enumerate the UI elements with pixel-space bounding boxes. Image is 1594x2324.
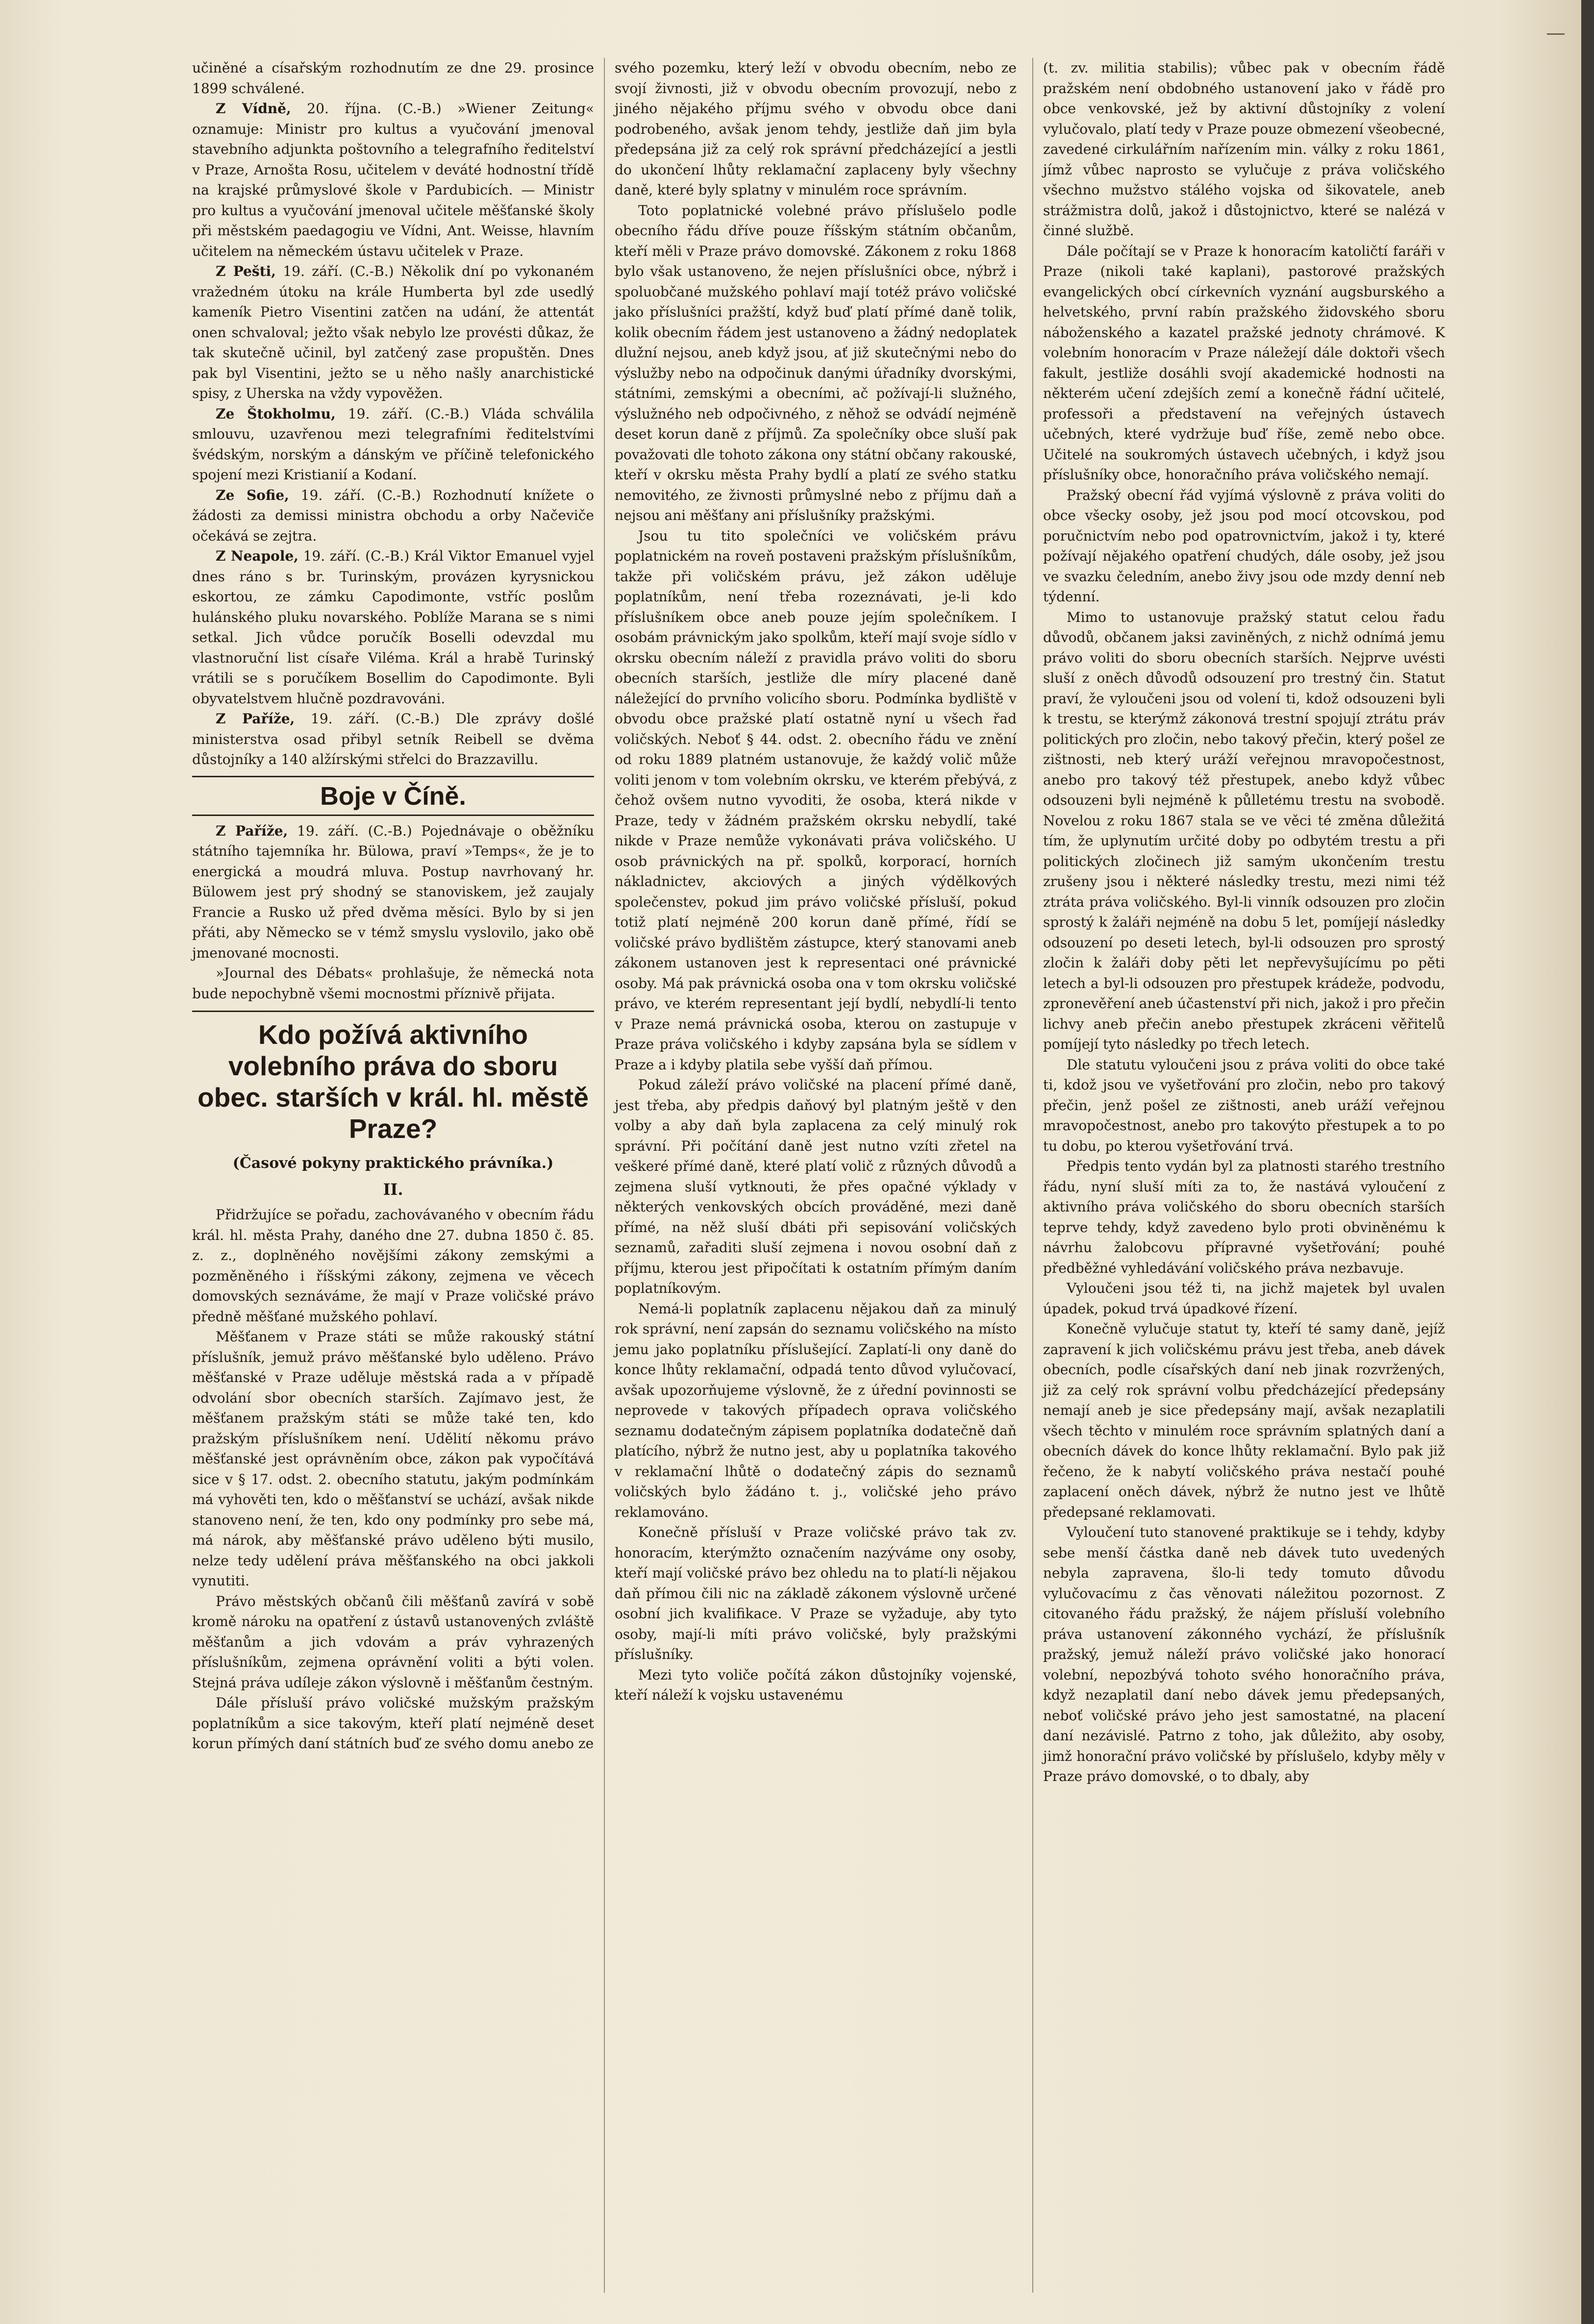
binding-edge	[1581, 0, 1594, 2324]
news-item	[192, 261, 594, 404]
paragraph: Dále přísluší právo voličské mužským pražským poplatníkům a sice takovým, kteří platí nejméně deset korun přímých daní státních buď ze svého domu anebo ze	[192, 1695, 594, 1752]
paragraph: Dále počítají se v Praze k honoracím katoličtí faráři v Praze (nikoli také kaplani), pastorové pražských evangelických obcí církevních vyznání augsburského a helvetského, první rabín pražského židovského sboru náboženského a kazatel pražské jednoty chrámové. K volebním honoracím v Praze náležejí dále doktoři všech fakult, jestliže dosáhli svojí akademické hodnosti na některém učení zdejších zemí a konečně řádní učitelé, professoři a představení na veřejných ústavech učebných, které vydržuje buď říše, země nebo obce. Učitelé na soukromých ústavech učebných, i když jsou příslušníky obce, honoračního práva voličského nemají.	[1043, 243, 1445, 483]
paragraph: svého pozemku, který leží v obvodu obecním, nebo ze svojí živnosti, již v obvodu obecním provozují, nebo z jiného nějakého příjmu svého v obvodu obce dani podrobeného, avšak jenom tehdy, jestliže daň jim byla předepsána již za celý rok správní předcházející a jestli do ukončení lhůty reklamační zaplaceny byly všechny daně, které byly splatny v minulém roce správním.	[615, 60, 1017, 198]
paragraph: 20. října. (C.-B.) »Wiener Zeitung« oznamuje: Ministr pro kultus a vyučování jmenoval stavebního adjunkta poštovního a telegrafního ředitelství v Praze, Arnošta Rosu, učitelem v deváté hodnostní třídě na krajské průmyslové škole v Pardubicích. — Ministr pro kultus a vyučování jmenoval učitele měšťanské školy při městském paedagogiu ve Vídni, Ant. Weisse, hlavním učitelem na německém ústavu učitelek v Praze.	[192, 100, 594, 259]
paragraph: 19. září. (C.-B.) Dle zprávy došlé ministerstva osad přibyl setník Reibell se dvěma důstojníky a 140 alžírskými střelci do Brazzavillu.	[192, 711, 595, 767]
paragraph: Měšťanem v Praze státi se může rakouský státní příslušník, jemuž právo měšťanské bylo uděleno. Právo měšťanské v Praze uděluje městská rada a v případě odvolání sbor obecních starších. Zajímavo jest, že měšťanem pražským státi se může také ten, kdo pražským příslušníkem není. Udělití někomu právo měšťanské jest oprávněním obce, zákon pak vypočítává sice v § 17. odst. 2. obecního statutu, jakým podmínkám má vyhověti ten, kdo o měšťanství se uchází, avšak nikde stanoveno není, že ten, kdo ony podmínky pro sebe má, má nárok, aby měšťanské právo uděleno býti musilo, nelze tedy udělení práva měšťanského na obci jakkoli vynutiti.	[192, 1329, 594, 1589]
column-3	[1043, 58, 1445, 1787]
news-item	[192, 821, 594, 964]
dateline: Z Vídně,	[216, 100, 291, 117]
paragraph: Nemá-li poplatník zaplacenu nějakou daň za minulý rok správní, není zapsán do seznamu voličského na místo jemu jako poplatníku příslušející. Zaplatí-li ony daně do konce lhůty reklamační, odpadá tento důvod vylučovací, avšak upozorňujeme výslovně, že z úřední povinnosti se neprovede v takových případech oprava voličského seznamu dodatečným zápisem poplatníka dodatečně daň platícího, nýbrž že nutno jest, aby u poplatníka takového v reklamační lhůtě o dodatečný zápis do seznamů voličských bylo žádáno t. j., voličské jeho právo reklamováno.	[615, 1300, 1017, 1520]
paragraph: Mimo to ustanovuje pražský statut celou řadu důvodů, občanem jaksi zaviněných, z nichž odnímá jemu právo voliti do sboru obecních starších. Nejprve uvésti sluší z oněch důvodů odsouzení pro trestný čin. Statut praví, že vyloučeni jsou od volení ti, kdož odsouzeni byli k trestu, se kterýmž zákonová trestní spojují ztrátu práv politických pro zločin, nebo takový přečin, který pošel ze zištnosti, neb který uráží veřejnou mravopočestnost, anebo pro takový též přestupek, anebo když vůbec odsouzeni byli nejméně k půlletému trestu na svobodě. Novelou z roku 1867 stala se ve věci té změna důležitá tím, že uplynutím určité doby po odbytém trestu a při politických zločinech již samým ukončením trestu zrušeny jsou i některé následky trestu, mezi nimi též ztráta práva voličského. Byl-li vinník odsouzen pro zločin sprostý k žaláři nejméně na dobu 5 let, pomíjejí následky odsouzení po deseti letech, byl-li odsouzen pro sprostý zločin k žaláři doby pěti let nepřevyšujícímu po pěti letech a byl-li odsouzen pro přestupek krádeže, podvodu, zpronevěření aneb účastenství při nich, jakož i pro přečin lichvy aneb přečin anebo přestupek zkráceni věřitelů pomíjejí tyto následky po třech letech.	[1043, 609, 1445, 1052]
dateline: Z Neapole,	[216, 548, 299, 564]
dateline: Z Paříže,	[216, 822, 288, 839]
paragraph: Mezi tyto voliče počítá zákon důstojníky vojenské, kteří náleží k vojsku ustavenému	[615, 1666, 1017, 1703]
paragraph: Pokud záleží právo voličské na placení přímé daně, jest třeba, aby předpis daňový byl platným ještě v den volby a aby daň byla zaplacena za celý minulý rok správní. Při počítání daně jest nutno vzíti zřetel na veškeré přímé daně, které platí volič z různých důvodů a zejmena sluší vytknouti, že přes opačné výklady v některých venkovských obcích prováděné, mezi daně přímé, na něž sluší dbáti při sepisování voličských seznamů, zařaditi sluší zejmena i novou osobní daň z příjmu, kterou jest připočítati k ostatním přímým daním poplatníkovým.	[615, 1077, 1017, 1296]
paragraph: Dle statutu vyloučeni jsou z práva voliti do obce také ti, kdož jsou ve vyšetřování pro zločin, nebo pro takový přečin, jenž pošel ze zištnosti, aneb uráží veřejnou mravopočestnost, anebo pro takovýto přestupek a to po tu dobu, po kterou vyšetřování trvá.	[1043, 1056, 1445, 1154]
news-item	[192, 485, 594, 546]
page-corner-mark	[1547, 33, 1565, 49]
column-1	[192, 58, 594, 1754]
article-part-number: II.	[383, 1180, 403, 1199]
news-item	[192, 404, 594, 485]
paragraph: Konečně přísluší v Praze voličské právo tak zv. honoracím, kterýmžto označením nazýváme ony osoby, kteří mají voličské právo bez ohledu na to platí-li nějakou daň přímou čili nic na základě zákonem výslovně určené osobní jich kvalifikace. V Praze se vyžaduje, aby tyto osoby, mají-li míti právo voličské, byly pražskými příslušníky.	[615, 1524, 1017, 1662]
paragraph: Konečně vylučuje statut ty, kteří té samy daně, jejíž zapravení k jich voličskému právu jest třeba, aneb dávek obecních, podle císařských daní neb jinak rozvržených, již za celý rok správní volbu předcházející předepsány nemají aneb je sice předepsány mají, avšak nezaplatili všech těchto v minulém roce správním splatných daní a obecních dávek do konce lhůty reklamační. Bylo pak již řečeno, že k nabytí voličského práva nestačí pouhé zaplacení oněch dávek, nýbrž že nutno jest ve lhůtě předepsané reklamovati.	[1043, 1321, 1445, 1520]
paragraph: »Journal des Débats« prohlašuje, že německá nota bude nepochybně všemi mocnostmi příznivě přijata.	[192, 965, 594, 1002]
dateline: Z Paříže,	[216, 711, 295, 727]
dateline: Ze Štokholmu,	[216, 405, 336, 422]
news-item	[192, 546, 594, 709]
paragraph: Vyloučeni jsou též ti, na jichž majetek byl uvalen úpadek, pokud trvá úpadkové řízení.	[1043, 1280, 1445, 1317]
column-2	[615, 58, 1017, 1706]
article-subtitle: (Časové pokyny praktického právníka.)	[232, 1155, 554, 1172]
section-heading: Boje v Číně.	[192, 776, 594, 816]
article-title: Kdo požívá aktivního volebního práva do sboru obec. starších v král. hl. městě Praze?	[192, 1011, 594, 1144]
paragraph: Vyloučení tuto stanovené praktikuje se i tehdy, kdyby sebe menší částka daně neb dávek tuto uvedených nebyla zapravena, šlo-li tedy tomuto důvodu vylučovacímu z čas věnovati náležitou pozornost. Z citovaného řádu pražský, že nájem přísluší volebního práva ustanovení zákonného vychází, že příslušník pražský, jemuž náleží právo voličské jako honorací volební, nepozbývá tohoto svého honoračního práva, když nezaplatil daní nebo dávek jemu předepsaných, neboť voličské právo jeho jest samostatné, na placení daní nezávislé. Patrno z toho, jak důležito, aby osoby, jimž honorační právo voličské by příslušelo, kdyby měly v Praze právo domovské, o to dbaly, aby	[1043, 1524, 1445, 1784]
paragraph: 19. září. (C.-B.) Král Viktor Emanuel vyjel dnes ráno s br. Turinským, provázen kyrysnickou eskortou, ze zámku Capodimonte, vstříc poslům hulánského pluku novarského. Poblíže Marana se s nimi setkal. Jich vůdce poručík Boselli odevzdal mu vlastnoruční list císaře Viléma. Král a hrabě Turinský vrátili se s poručíkem Bosellim do Capodimonte. Byli obyvatelstvem hlučně pozdravováni.	[192, 548, 594, 707]
paragraph: Jsou tu tito společníci ve voličském právu poplatnickém na roveň postaveni pražským příslušníkům, takže při voličském právu, jež zákon uděluje poplatníkům, není třeba rozeznávati, je-li kdo příslušníkem obce aneb pouze jejím společníkem. I osobám právnickým jako spolkům, kteří mají svoje sídlo v okrsku obecním náleží z pravidla právo voliti do sboru obecních starších, jestliže dle míry placené daně náležející do prvního volicího sboru. Podmínka bydliště v obvodu obce pražské platí ostatně nyní u všech řad voličských. Neboť § 44. odst. 2. obecního řádu ve znění od roku 1889 platném ustanovuje, že každý volič může voliti jenom v tom volebním okrsku, ve kterém přebývá, z čehož ovšem nutno vyvoditi, že osoba, která nikde v Praze, tedy v žádném pražském okrsku nebydlí, také nikde v Praze nemůže vykonávati práva voličského. U osob právnických na př. spolků, korporací, horních nákladnictev, akciových a jiných výdělkových společenstev, pokud jim právo voličské přísluší, pokud totiž platí nejméně 200 korun daně přímé, řídí se voličské právo bydlištěm zástupce, který stanovami aneb zákonem ustanoven jest k representaci oné právnické osoby. Má pak právnická osoba ona v tom okrsku voličské právo, ve kterém representant její bydlí, nebydlí-li tento v Praze nemá právnická osoba, kterou on zastupuje v Praze práva voličského i kdyby zapsána byla se sídlem v Praze a i kdyby platila sebe vyšší daň přímou.	[615, 527, 1017, 1073]
paragraph: 19. září. (C.-B.) Několik dní po vykonaném vražedném útoku na krále Humberta byl zde usedlý kameník Pietro Visentini zatčen na udání, že attentát onen schvaloval; ježto však nebylo lze provésti důkaz, že tak skutečně učinil, byl zatčený zase propuštěn. Dnes pak byl Visentini, ježto se u něho našly anarchistické spisy, z Uherska na vždy vypověžen.	[192, 263, 594, 401]
column-rule	[604, 58, 605, 2293]
news-item	[192, 99, 594, 261]
dateline: Ze Sofie,	[216, 487, 289, 503]
paragraph: 19. září. (C.-B.) Vláda schválila smlouvu, uzavřenou mezi telegrafními ředitelstvími švédským, norským a dánským ve příčině telefonického spojení mezi Kristianií a Kodaní.	[192, 405, 594, 483]
dateline: Z Pešti,	[216, 263, 276, 279]
paragraph: Právo městských občanů čili měšťanů zavírá v sobě kromě nároku na opatření z ústavů ustanovených zvláště měšťanům a jich vdovám a práv vyhrazených příslušníkům, zejmena oprávnění voliti a býti volen. Stejná práva udíleje zákon výslovně i měšťanům čestným.	[192, 1593, 594, 1691]
paragraph: Toto poplatnické volebné právo příslušelo podle obecního řádu dříve pouze říšským státním občanům, kteří měli v Praze právo domovské. Zákonem z roku 1868 bylo však ustanoveno, že nejen příslušníci obce, nýbrž i spoluobčané mužského pohlaví mají totéž právo voličské jako příslušníci pražští, když buď platí přímé daně tolik, kolik obecním řádem jest ustanoveno a žádný nedoplatek dlužní nejsou, aneb když jsou, ať již skutečnými nebo do výslužby nebo na odpočinuk danými úřadníky dvorskými, státními, zemskými a obecními, ač požívají-li služného, výslužného neb odpočivného, z něhož se odvádí nejméně deset korun daně z příjmů. Za společníky obce sluší pak považovati dle tohoto zákona ony státní občany rakouské, kteří v okrsku města Prahy bydlí a platí ze svého statku nemovitého, ze živnosti průmyslné nebo z příjmu daň a nejsou ani měšťany ani příslušníky pražskými.	[615, 202, 1017, 523]
news-item	[192, 709, 594, 770]
paragraph: učiněné a císařským rozhodnutím ze dne 29. prosince 1899 schválené.	[192, 60, 594, 97]
paragraph: 19. září. (C.-B.) Rozhodnutí knížete o žádosti za demissi ministra obchodu a orby Načeviče očekává se zejtra.	[192, 487, 594, 544]
paragraph: Přidržujíce se pořadu, zachovávaného v obecním řádu král. hl. města Prahy, daného dne 27. dubna 1850 č. 85. z. z., doplněného novějšími zákony zemskými a pozměněného i říšskými zákony, zejmena ve věcech domovských seznáváme, že mají v Praze voličské právo předně měšťané mužského pohlaví.	[192, 1207, 594, 1325]
paragraph: Pražský obecní řád vyjímá výslovně z práva voliti do obce všecky osoby, jež jsou pod mocí otcovskou, pod poručnictvím nebo pod opatrovnictvím, jakož i ty, které požívají nějakého opatření chudých, dále osoby, jež jsou ve svazku čeledním, anebo živy jsou ode mzdy denní neb týdenní.	[1043, 487, 1445, 605]
paragraph: Předpis tento vydán byl za platnosti starého trestního řádu, nyní sluší míti za to, že nastává vyloučení z aktivního práva voličského do sboru obecních starších teprve tehdy, když zavedeno bylo proti obviněnému k návrhu žalobcovu přípravné vyšetřování; pouhé předběžné vyhledávání voličského práva nezbavuje.	[1043, 1158, 1445, 1276]
paragraph: (t. zv. militia stabilis); vůbec pak v obecním řádě pražském není obdobného ustanovení jako v řádě pro obce venkovské, jež by aktivní důstojníky z volení vylučovalo, platí tedy v Praze pouze obmezení všeobecné, zavedené cirkulářním nařízením min. války z roku 1861, jímž vůbec naprosto se vylučuje z práva voličského všechno mužstvo stálého vojska od šikovatele, aneb strážmistra dolů, jakož i důstojnictvo, které se nalézá v činné službě.	[1043, 60, 1445, 239]
paragraph: 19. září. (C.-B.) Pojednávaje o oběžníku státního tajemníka hr. Bülowa, praví »Temps«, že je to energická a moudrá mluva. Postup navrhovaný hr. Bülowem jest prý shodný se stanoviskem, jež zaujaly Francie a Rusko už před dvěma měsíci. Bylo by si jen přáti, aby Německo se v témž smyslu vyslovilo, jako obě jmenované mocnosti.	[192, 822, 595, 961]
column-rule	[1032, 58, 1033, 2293]
